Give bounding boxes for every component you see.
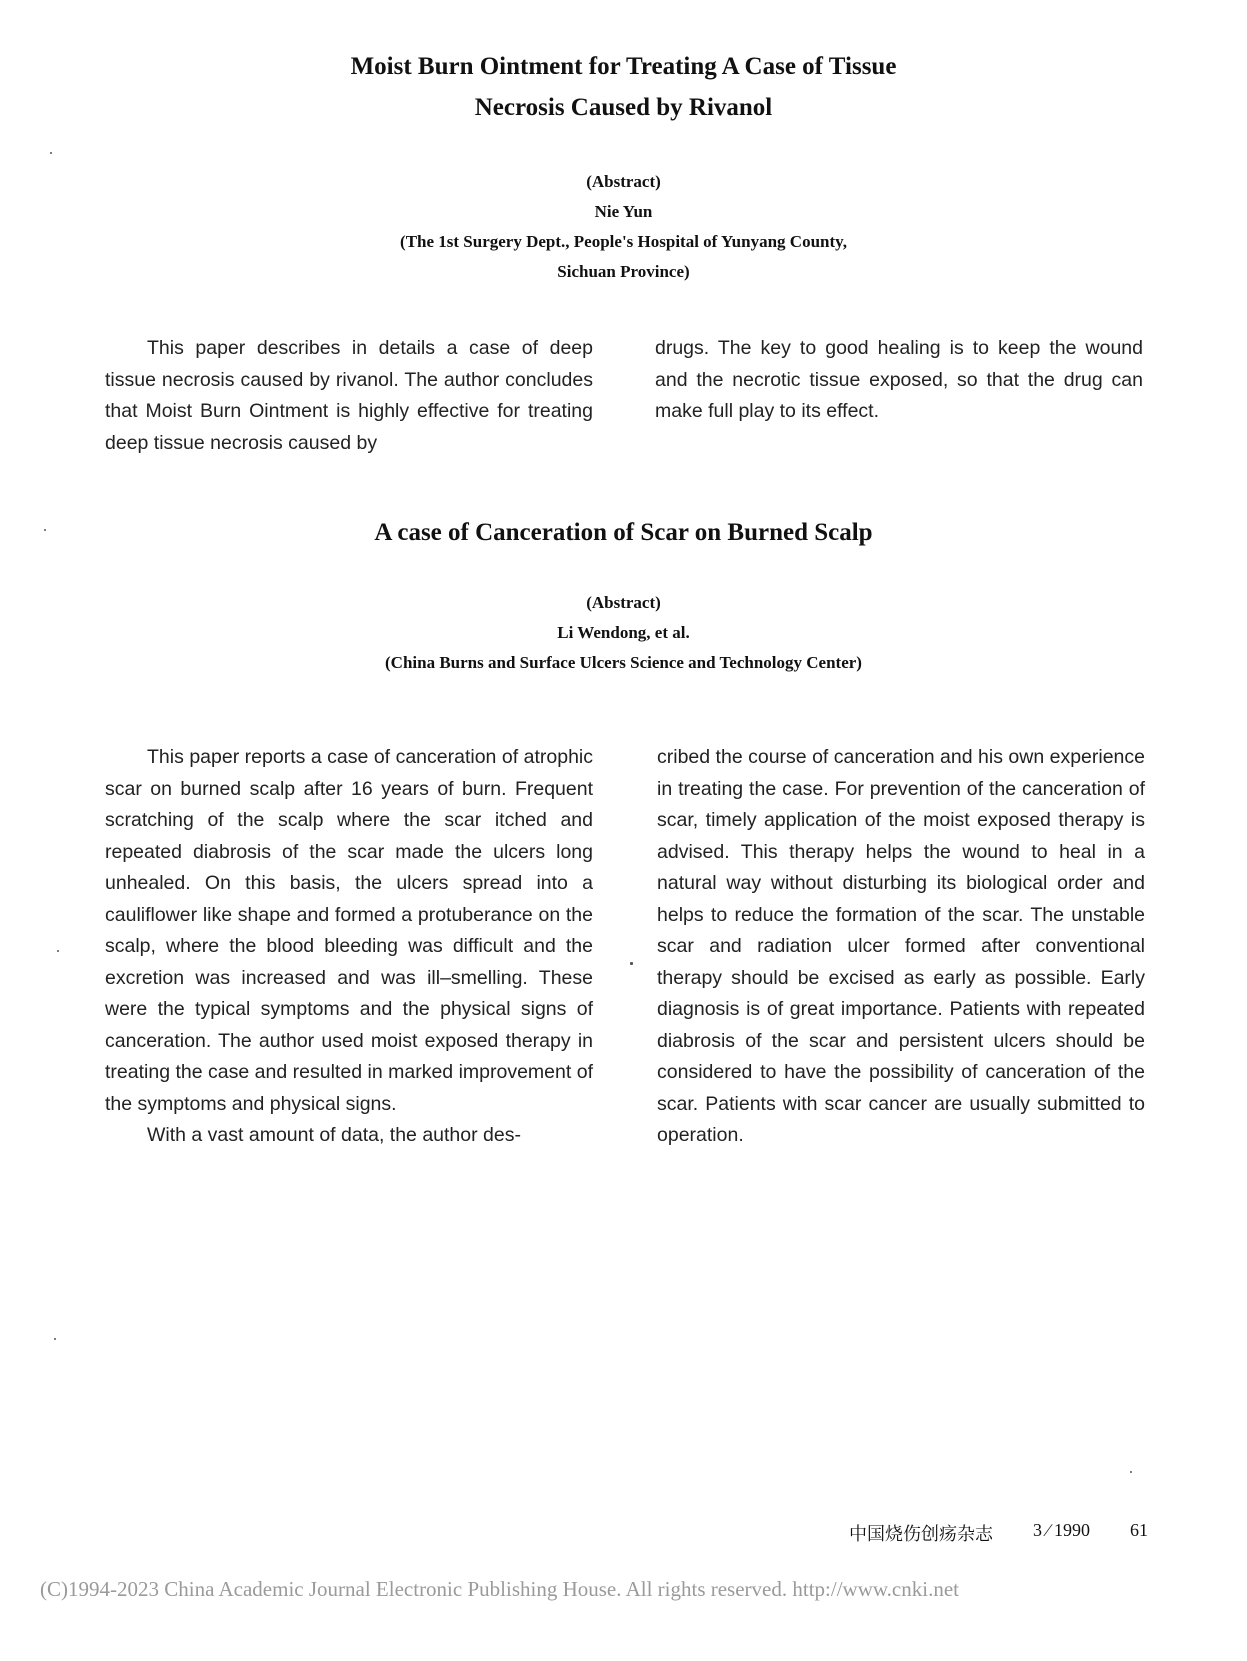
article2-column-right <box>657 742 1145 1152</box>
article1-author: Nie Yun <box>594 202 653 221</box>
article2-title: A case of Canceration of Scar on Burned Scalp <box>374 519 873 546</box>
article2-paragraph-continued: cribed the course of canceration and his own experience in treating the case. For prevention of the canceration of scar, timely application of the moist exposed therapy is advised. This therapy helps the wound to heal in a natural way without disturbing its biological order and helps to reduce the formation of the scar. The unstable scar and radiation ulcer formed after conventional therapy should be excised as early as possible. Early diagnosis is of great importance. Patients with repeated diabrosis of the scar and persistent ulcers should be considered to have the possibility of canceration of the scar. Patients with scar cancer are usually submitted to operation. <box>657 746 1145 1146</box>
article1-column-right <box>655 333 1143 428</box>
scan-speck <box>54 1338 56 1340</box>
journal-name: 中国烧伤创疡杂志 <box>848 1524 993 1544</box>
article2-abstract-label: (Abstract) <box>586 593 661 612</box>
scan-speck <box>1130 1471 1132 1473</box>
copyright-notice: (C)1994-2023 China Academic Journal Electronic Publishing House. All rights reserved. http://www.cnki.net <box>40 1577 959 1601</box>
article2-meta <box>0 588 1247 678</box>
article1-title-line2: Necrosis Caused by Rivanol <box>474 94 773 121</box>
scan-speck <box>630 962 633 965</box>
scan-speck <box>50 152 52 154</box>
article2-affiliation: (China Burns and Surface Ulcers Science and Technology Center) <box>385 653 862 672</box>
article2-column-left <box>105 742 593 1152</box>
article1-affiliation-line2: Sichuan Province) <box>557 262 690 281</box>
article1-meta <box>0 167 1247 287</box>
article1-abstract-label: (Abstract) <box>586 172 661 191</box>
scan-speck <box>44 529 46 531</box>
article2-author: Li Wendong, et al. <box>557 623 690 642</box>
article1-column-left <box>105 333 593 459</box>
article2-paragraph-2: With a vast amount of data, the author des- <box>147 1124 521 1146</box>
article1-title-line1: Moist Burn Ointment for Treating A Case of Tissue <box>350 53 897 80</box>
article2-paragraph-1: This paper reports a case of canceration of atrophic scar on burned scalp after 16 years of burn. Frequent scratching of the scalp where the scar itched and repeated diabrosis of the scar made the ulcers long unhealed. On this basis, the ulcers spread into a cauliflower like shape and formed a protuberance on the scalp, where the blood bleeding was difficult and the excretion was increased and was ill–smelling. These were the typical symptoms and the physical signs of canceration. The author used moist exposed therapy in treating the case and resulted in marked improvement of the symptoms and physical signs. <box>105 746 593 1115</box>
article1-title <box>0 46 1247 128</box>
page-number: 61 <box>1130 1520 1148 1540</box>
article1-paragraph-continued: drugs. The key to good healing is to keep the wound and the necrotic tissue exposed, so that the drug can make full play to its effect. <box>655 337 1143 422</box>
journal-footer <box>828 1520 1148 1546</box>
scan-speck <box>57 950 59 952</box>
article1-affiliation-line1: (The 1st Surgery Dept., People's Hospital of Yunyang County, <box>400 232 847 251</box>
journal-issue: 3 ∕ 1990 <box>1032 1520 1090 1540</box>
article1-paragraph: This paper describes in details a case of deep tissue necrosis caused by rivanol. The author concludes that Moist Burn Ointment is highly effective for treating deep tissue necrosis caused by <box>105 337 593 454</box>
